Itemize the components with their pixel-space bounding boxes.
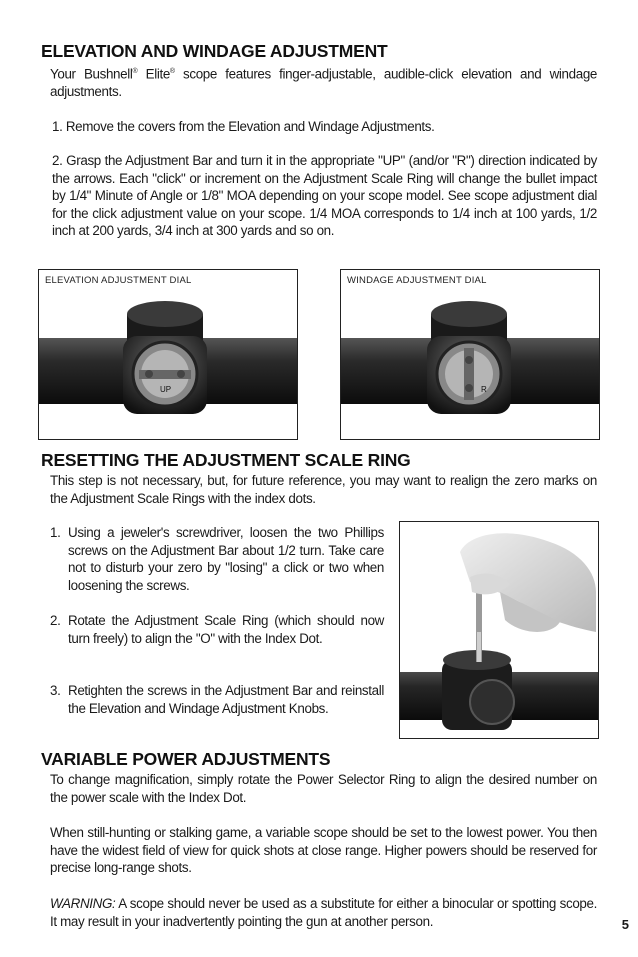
registered-mark: ® bbox=[169, 68, 175, 75]
step-text: Using a jeweler's screwdriver, loosen the two Phillips screws on the Adjustment Bar about 1/2 turn. Take care not to disturb your zero by "losing" a click or two when loosening the screws. bbox=[68, 525, 384, 593]
intro-part-c: scope features finger-adjustable, audible-click elevation and windage adjustments. bbox=[50, 66, 598, 99]
elevation-step-2: 2. Grasp the Adjustment Bar and turn it in the appropriate "UP" (and/or "R") direction indicated by the arrows. Each "click" or increment on the Adjustment Scale Ring will change the bullet impact by 1/4" Minute of Angle or 1/8" MOA depending on your scope model. See scope adjustment dial for the click adjustment value on your scope. 1/4 MOA corresponds to 1/4 inch at 100 yards, 1/2 inch at 200 yards, 3/4 inch at 300 yards and so on. bbox=[52, 153, 597, 238]
elevation-dial-caption: ELEVATION ADJUSTMENT DIAL bbox=[45, 275, 192, 286]
elevation-dial-illustration bbox=[39, 270, 297, 439]
windage-dial-photo bbox=[340, 269, 600, 440]
elevation-dial-marking: UP bbox=[160, 385, 172, 394]
elevation-intro bbox=[50, 63, 597, 100]
windage-dial-marking: R bbox=[481, 385, 487, 394]
step-number: 2. bbox=[50, 613, 61, 628]
resetting-step-2 bbox=[50, 612, 384, 647]
screwdriver-illustration bbox=[400, 522, 598, 738]
warning-label: WARNING: bbox=[50, 896, 116, 911]
step-number: 1. bbox=[50, 525, 61, 540]
registered-mark: ® bbox=[132, 68, 138, 75]
warning-text: A scope should never be used as a substitute for either a binocular or spotting scope. It may result in your inadvertently pointing the gun at another person. bbox=[50, 896, 597, 929]
step-text: Rotate the Adjustment Scale Ring (which should now turn freely) to align the "O" with the Index Dot. bbox=[68, 613, 384, 646]
resetting-step-1 bbox=[50, 524, 384, 594]
variable-para-1: To change magnification, simply rotate the Power Selector Ring to align the desired number on the power scale with the Index Dot. bbox=[50, 772, 597, 805]
resetting-intro: This step is not necessary, but, for future reference, you may want to realign the zero marks on the Adjustment Scale Rings with the index dots. bbox=[50, 473, 597, 506]
warning-paragraph bbox=[50, 895, 597, 930]
page-number: 5 bbox=[621, 917, 629, 932]
variable-power-heading: VARIABLE POWER ADJUSTMENTS bbox=[41, 749, 331, 769]
step-text: Retighten the screws in the Adjustment Bar and reinstall the Elevation and Windage Adjustment Knobs. bbox=[68, 683, 384, 716]
resetting-step-3 bbox=[50, 682, 384, 717]
intro-part-b: Elite bbox=[137, 66, 170, 82]
windage-dial-caption: WINDAGE ADJUSTMENT DIAL bbox=[347, 275, 487, 286]
resetting-heading: RESETTING THE ADJUSTMENT SCALE RING bbox=[41, 450, 411, 470]
intro-part-a: Your Bushnell bbox=[50, 66, 133, 82]
elevation-step-1: 1. Remove the covers from the Elevation and Windage Adjustments. bbox=[52, 119, 435, 134]
variable-para-2: When still-hunting or stalking game, a variable scope should be set to the lowest power. You then have the widest field of view for quick shots at close range. Higher powers should be reserved for precise long-range shots. bbox=[50, 825, 597, 875]
elevation-dial-photo bbox=[38, 269, 298, 440]
screwdriver-photo bbox=[399, 521, 599, 739]
windage-dial-illustration bbox=[341, 270, 599, 439]
step-number: 3. bbox=[50, 683, 61, 698]
elevation-windage-heading: ELEVATION AND WINDAGE ADJUSTMENT bbox=[41, 41, 388, 61]
